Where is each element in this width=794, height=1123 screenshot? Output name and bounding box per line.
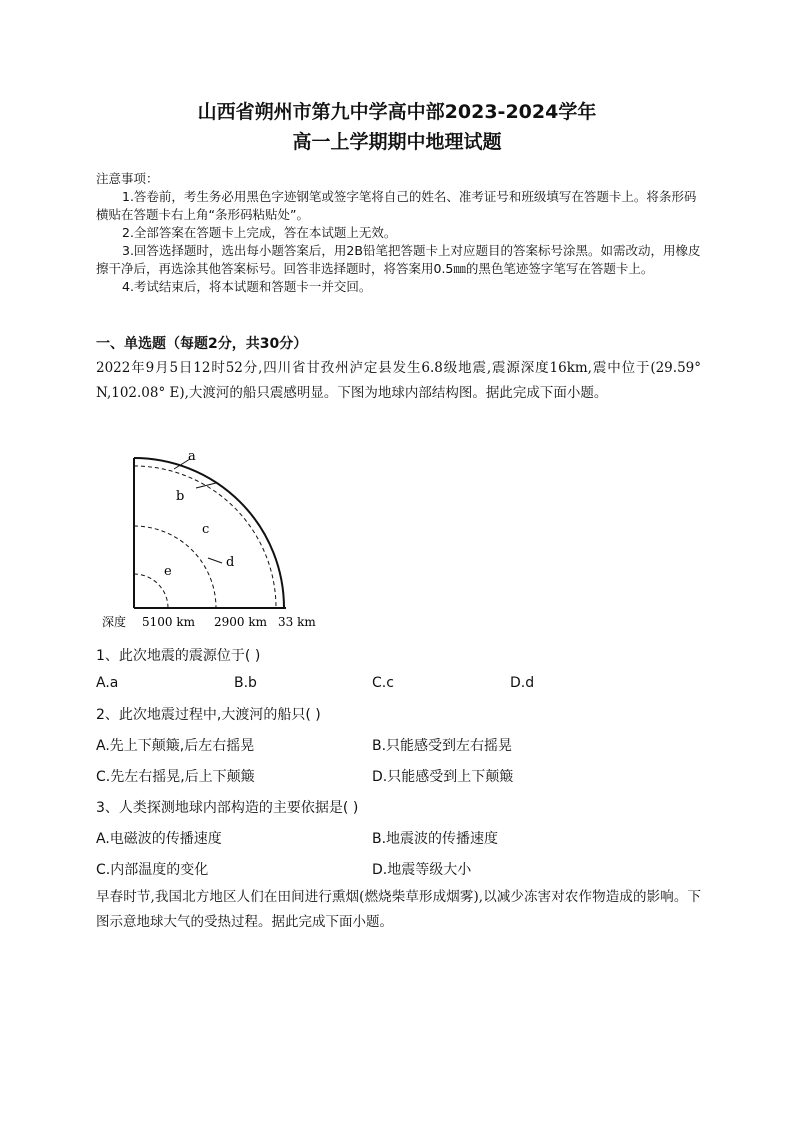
layer-label-e: e	[164, 564, 172, 579]
q1-option-d[interactable]: D.d	[510, 675, 535, 691]
q2-option-d[interactable]: D.只能感受到上下颠簸	[372, 769, 514, 785]
q1-option-a[interactable]: A.a	[96, 675, 119, 691]
depth-value-33: 33 km	[278, 615, 316, 629]
intro-paragraph-earthquake: 2022年9月5日12时52分,四川省甘孜州泸定县发生6.8级地震,震源深度16km,震中位于(29.59° N,102.08° E),大渡河的船只震感明显。下图为地球内部结构图。据此完成下面小题。	[96, 360, 701, 401]
layer-label-c: c	[202, 522, 210, 537]
question-2-stem: 2、此次地震过程中,大渡河的船只( )	[96, 707, 321, 723]
q1-option-b[interactable]: B.b	[234, 675, 257, 691]
q3-option-d[interactable]: D.地震等级大小	[372, 862, 472, 878]
layer-label-b: b	[176, 489, 185, 504]
intro-paragraph-smoke: 早春时节,我国北方地区人们在田间进行熏烟(燃烧柴草形成烟雾),以减少冻害对农作物造成的影响。下图示意地球大气的受热过程。据此完成下面小题。	[96, 889, 701, 930]
q3-option-b[interactable]: B.地震波的传播速度	[372, 831, 499, 847]
question-1-stem: 1、此次地震的震源位于( )	[96, 648, 261, 664]
earth-structure-diagram	[96, 449, 316, 635]
moho-boundary-arc	[134, 466, 276, 608]
exam-notes	[96, 170, 701, 296]
layer-label-a: a	[188, 449, 196, 464]
note-item-4: 4.考试结束后，将本试题和答题卡一并交回。	[122, 279, 372, 294]
q3-option-a[interactable]: A.电磁波的传播速度	[96, 831, 222, 847]
question-3-stem: 3、人类探测地球内部构造的主要依据是( )	[96, 800, 359, 816]
notes-heading: 注意事项：	[96, 171, 159, 186]
q2-option-c[interactable]: C.先左右摇晃,后上下颠簸	[96, 769, 255, 785]
depth-label: 深度	[102, 615, 127, 629]
title-line-1: 山西省朔州市第九中学高中部2023-2024学年	[197, 101, 597, 123]
inner-core-boundary-arc	[134, 574, 168, 608]
q2-option-b[interactable]: B.只能感受到左右摇晃	[372, 738, 513, 754]
depth-value-2900: 2900 km	[214, 615, 268, 629]
title-line-2: 高一上学期期中地理试题	[292, 131, 502, 153]
q2-option-a[interactable]: A.先上下颠簸,后左右摇晃	[96, 738, 255, 754]
note-item-1: 1.答卷前，考生务必用黑色字迹钢笔或签字笔将自己的姓名、准考证号和班级填写在答题卡上。将条形码横贴在答题卡右上角“条形码粘贴处”。	[96, 189, 697, 222]
section-title: 一、单选题（每题2分，共30分）	[96, 336, 308, 352]
gutenberg-boundary-arc	[134, 526, 216, 608]
depth-value-5100: 5100 km	[142, 615, 196, 629]
note-item-3: 3.回答选择题时，选出每小题答案后，用2B铅笔把答题卡上对应题目的答案标号涂黑。如需改动，用橡皮擦干净后，再选涂其他答案标号。回答非选择题时，将答案用0.5㎜的黑色笔迹签字笔写在答题卡上。	[96, 243, 701, 276]
q1-option-c[interactable]: C.c	[372, 675, 394, 691]
note-item-2: 2.全部答案在答题卡上完成，答在本试题上无效。	[122, 225, 397, 240]
layer-label-d: d	[226, 555, 235, 570]
q3-option-c[interactable]: C.内部温度的变化	[96, 862, 209, 878]
